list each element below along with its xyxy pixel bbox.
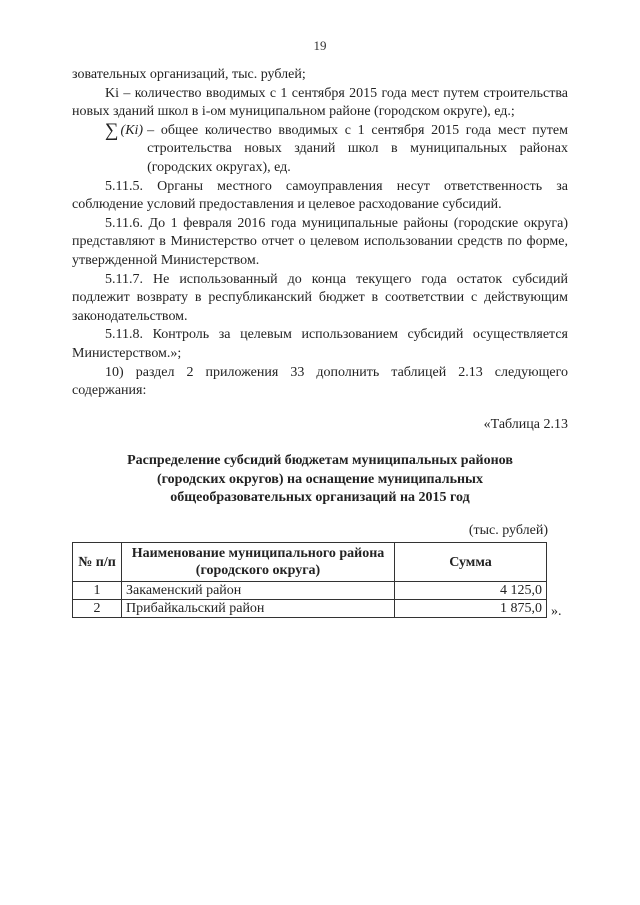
table-caption: «Таблица 2.13: [483, 417, 568, 432]
row-district-name: Прибайкальский район: [122, 600, 395, 618]
page-number: 19: [313, 38, 327, 53]
distribution-table: [72, 542, 547, 618]
paragraph-ki-definition: Ki – количество вводимых с 1 сентября 2015 года мест путем строительства новых зданий школ в i-ом муниципальном районе (городском округе), ед.;: [72, 85, 568, 120]
units-label: (тыс. рублей): [468, 523, 548, 538]
closing-quote: ».: [551, 604, 562, 619]
table-title: Распределение субсидий бюджетам муниципальных районов (городских округов) на оснащение муниципальных общеобразовательных организаций на 2015 год: [127, 453, 513, 506]
header-district-name: Наименование муниципального района (городского округа): [122, 543, 395, 582]
summation-symbol: ∑: [105, 119, 119, 141]
summation-text: – общее количество вводимых с 1 сентября 2015 года мест путем строительства новых зданий школ в муниципальных районах (городских округах), ед.: [147, 122, 568, 175]
header-amount: Сумма: [395, 543, 547, 582]
paragraph-continuation: зовательных организаций, тыс. рублей;: [72, 67, 306, 82]
paragraph-amendment-10: 10) раздел 2 приложения 33 дополнить таблицей 2.13 следующего содержания:: [72, 364, 568, 399]
row-number: 2: [73, 600, 122, 618]
row-district-name: Закаменский район: [122, 582, 395, 600]
header-number: № п/п: [73, 543, 122, 582]
paragraph-5-11-6: 5.11.6. До 1 февраля 2016 года муниципальные районы (городские округа) представляют в Министерство отчет о целевом использовании средств по форме, утвержденной Министерством.: [72, 215, 568, 268]
summation-variable: (Ki): [120, 122, 144, 138]
row-amount: 1 875,0: [395, 600, 547, 618]
table-row: [73, 582, 547, 600]
paragraph-sum-definition: [72, 119, 568, 178]
row-amount: 4 125,0: [395, 582, 547, 600]
paragraph-5-11-7: 5.11.7. Не использованный до конца текущего года остаток субсидий подлежит возврату в республиканский бюджет в соответствии с действующим законодательством.: [72, 271, 568, 324]
paragraph-5-11-5: 5.11.5. Органы местного самоуправления несут ответственность за соблюдение условий предоставления и целевое расходование субсидий.: [72, 178, 568, 213]
table-header-row: [73, 543, 547, 582]
row-number: 1: [73, 582, 122, 600]
body-text: [72, 66, 568, 401]
table-row: [73, 600, 547, 618]
paragraph-5-11-8: 5.11.8. Контроль за целевым использованием субсидий осуществляется Министерством.»;: [72, 327, 568, 361]
